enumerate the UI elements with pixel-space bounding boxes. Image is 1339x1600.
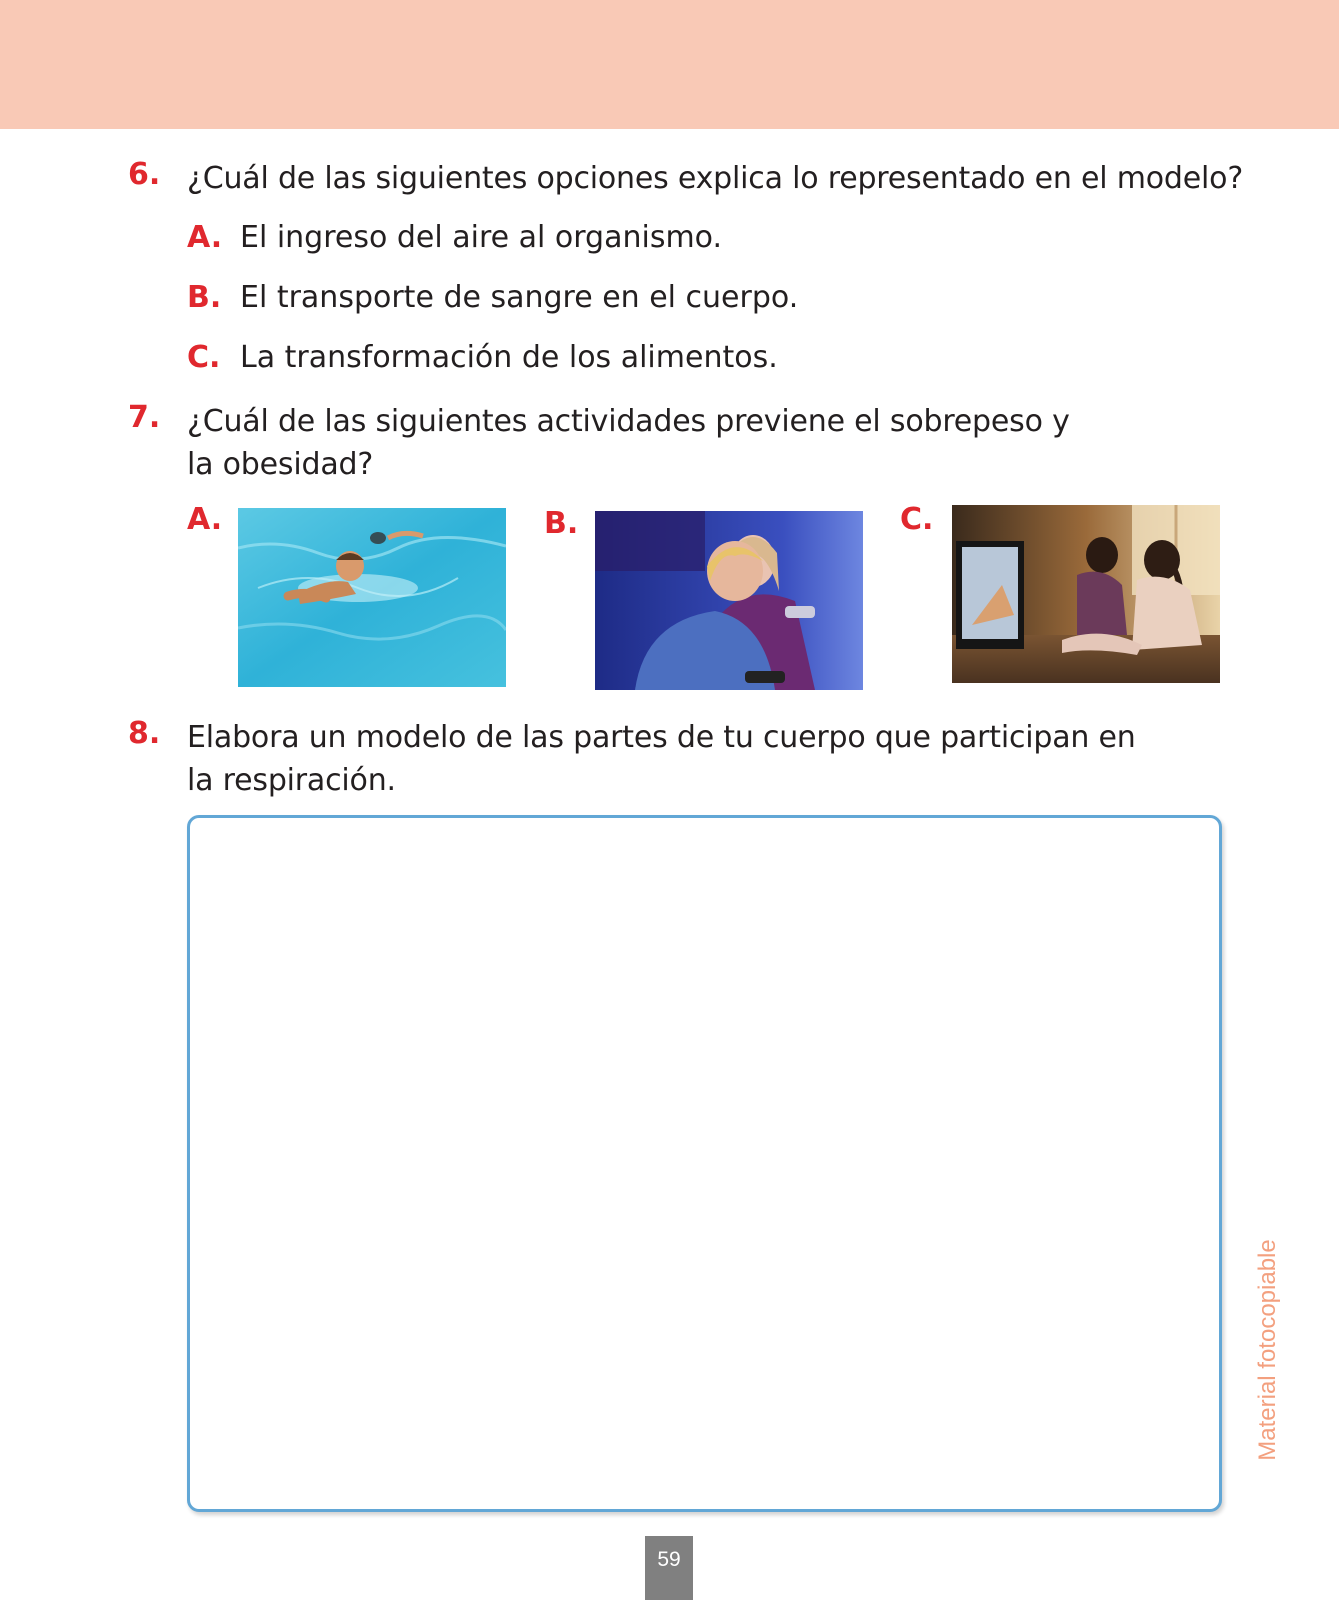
question-8-text-line2: la respiración. <box>187 763 396 798</box>
question-6-number: 6. <box>128 157 161 192</box>
question-8-number: 8. <box>128 716 161 751</box>
q7-option-b-letter: B. <box>544 506 579 541</box>
children-playing-videogames-photo <box>595 511 863 690</box>
header-band <box>0 0 1339 129</box>
side-label: Material fotocopiable <box>1254 1239 1281 1461</box>
question-7-number: 7. <box>128 400 161 435</box>
q7-option-c-letter: C. <box>900 502 934 537</box>
q6-option-a-letter: A. <box>187 220 223 255</box>
question-7-text-line1: ¿Cuál de las siguientes actividades previene el sobrepeso y <box>187 404 1070 439</box>
drawing-answer-box[interactable] <box>187 815 1222 1512</box>
children-watching-tv-photo <box>952 505 1220 683</box>
q6-option-b-letter: B. <box>187 280 222 315</box>
q6-option-c-letter: C. <box>187 340 221 375</box>
page-number: 59 <box>645 1536 693 1600</box>
q6-option-a-text: El ingreso del aire al organismo. <box>240 220 723 255</box>
question-7-text-line2: la obesidad? <box>187 447 374 482</box>
q7-option-a-letter: A. <box>187 502 223 537</box>
child-swimming-photo <box>238 508 506 687</box>
question-6-text: ¿Cuál de las siguientes opciones explica lo representado en el modelo? <box>187 161 1244 196</box>
question-8-text-line1: Elabora un modelo de las partes de tu cuerpo que participan en <box>187 720 1136 755</box>
q6-option-c-text: La transformación de los alimentos. <box>240 340 778 375</box>
q6-option-b-text: El transporte de sangre en el cuerpo. <box>240 280 799 315</box>
